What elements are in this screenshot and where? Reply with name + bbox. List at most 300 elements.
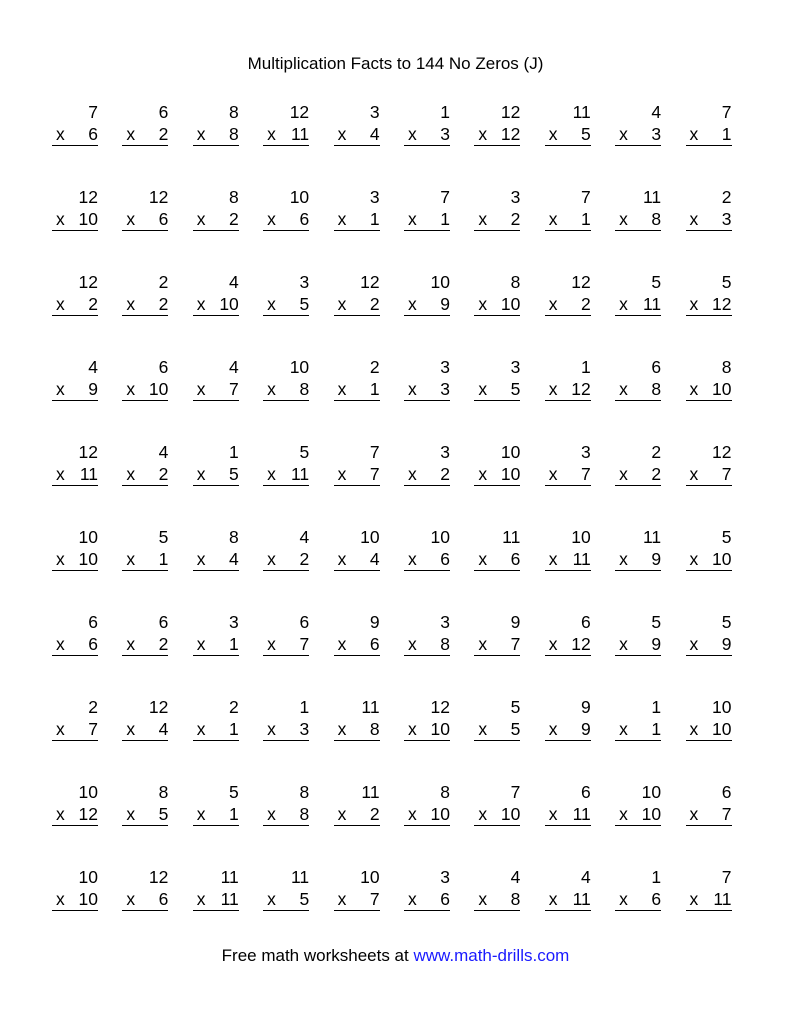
multiplier: 7 <box>88 719 98 739</box>
multiplier-line <box>404 293 450 316</box>
multiplier: 10 <box>78 549 98 569</box>
multiply-sign: x <box>56 719 65 739</box>
problem <box>52 866 98 927</box>
multiplier: 1 <box>369 209 380 229</box>
multiply-sign: x <box>548 719 558 739</box>
problem <box>474 866 520 927</box>
multiplier: 10 <box>712 379 732 399</box>
multiply-sign: x <box>478 634 488 654</box>
multiplier: 8 <box>299 379 310 399</box>
multiply-sign: x <box>478 209 488 229</box>
multiplier-line <box>193 803 239 826</box>
problem <box>193 866 239 927</box>
multiply-sign: x <box>478 294 488 314</box>
multiplier-line <box>263 718 309 741</box>
multiplier: 11 <box>572 804 591 824</box>
problem <box>686 526 732 587</box>
multiplicand: 5 <box>721 272 732 292</box>
multiplier-line <box>193 888 239 911</box>
multiplicand: 11 <box>502 527 521 547</box>
multiplicand: 12 <box>148 187 169 207</box>
multiplicand: 5 <box>229 782 239 802</box>
multiplier-line <box>474 548 520 571</box>
multiplicand: 12 <box>571 272 591 292</box>
multiplicand: 3 <box>369 102 380 122</box>
multiplicand: 5 <box>299 442 310 462</box>
problem-grid <box>52 101 738 927</box>
multiplicand: 3 <box>440 612 450 632</box>
multiplier: 4 <box>229 549 239 569</box>
multiplier: 5 <box>229 464 239 484</box>
problem <box>263 186 309 247</box>
multiply-sign: x <box>548 294 558 314</box>
multiplicand: 12 <box>500 102 521 122</box>
multiply-sign: x <box>56 294 65 314</box>
problem <box>545 271 591 332</box>
multiplicand: 11 <box>361 697 380 717</box>
multiplicand: 10 <box>500 442 521 462</box>
multiplier-line <box>686 208 732 231</box>
multiplier: 9 <box>440 294 450 314</box>
multiplier-line <box>545 378 591 401</box>
multiplier: 7 <box>229 379 239 399</box>
multiplier: 5 <box>510 719 521 739</box>
multiplicand: 3 <box>229 612 239 632</box>
multiply-sign: x <box>619 634 628 654</box>
multiplier-line <box>404 718 450 741</box>
problem <box>122 526 168 587</box>
multiply-sign: x <box>337 209 347 229</box>
problem <box>263 101 309 162</box>
multiplier: 9 <box>88 379 98 399</box>
multiplicand: 9 <box>581 697 591 717</box>
multiplier-line <box>686 463 732 486</box>
multiplier-line <box>193 293 239 316</box>
multiplier: 10 <box>148 379 169 399</box>
multiplier: 11 <box>713 889 732 909</box>
multiplier: 1 <box>229 719 239 739</box>
footer-text: Free math worksheets at <box>221 946 414 965</box>
multiplier-line <box>545 208 591 231</box>
multiplicand: 5 <box>510 697 521 717</box>
multiplier-line <box>193 548 239 571</box>
multiplier: 11 <box>572 889 591 909</box>
problem <box>263 356 309 417</box>
multiplicand: 12 <box>78 187 98 207</box>
problem <box>474 611 520 672</box>
multiplier-line <box>545 293 591 316</box>
problem <box>686 186 732 247</box>
multiplier-line <box>334 718 380 741</box>
multiplier: 9 <box>651 634 662 654</box>
multiplier: 2 <box>440 464 450 484</box>
multiplier: 6 <box>299 209 310 229</box>
multiplier-line <box>263 378 309 401</box>
multiplicand: 5 <box>158 527 169 547</box>
multiply-sign: x <box>267 889 276 909</box>
multiplier: 1 <box>229 804 239 824</box>
multiply-sign: x <box>548 464 558 484</box>
multiplicand: 7 <box>440 187 450 207</box>
multiply-sign: x <box>407 634 417 654</box>
multiply-sign: x <box>196 124 206 144</box>
multiplier-line <box>193 123 239 146</box>
multiply-sign: x <box>689 889 699 909</box>
problem <box>334 356 380 417</box>
multiplicand: 7 <box>581 187 591 207</box>
multiplier: 1 <box>721 124 732 144</box>
problem <box>615 781 661 842</box>
multiplier: 11 <box>291 124 310 144</box>
multiply-sign: x <box>56 464 65 484</box>
footer <box>0 946 791 966</box>
multiply-sign: x <box>56 889 65 909</box>
problem <box>52 696 98 757</box>
problem <box>263 781 309 842</box>
multiply-sign: x <box>619 804 628 824</box>
multiplier: 12 <box>571 379 591 399</box>
multiplicand: 12 <box>360 272 380 292</box>
multiplier: 8 <box>651 209 662 229</box>
multiply-sign: x <box>689 549 699 569</box>
multiply-sign: x <box>689 634 699 654</box>
multiplier: 5 <box>299 889 310 909</box>
multiplicand: 4 <box>158 442 169 462</box>
multiplicand: 9 <box>510 612 521 632</box>
multiplicand: 2 <box>88 697 98 717</box>
multiplier-line <box>334 548 380 571</box>
multiplicand: 3 <box>440 442 450 462</box>
multiplier-line <box>334 123 380 146</box>
multiplier: 1 <box>158 549 169 569</box>
multiplicand: 12 <box>712 442 732 462</box>
multiplier: 2 <box>299 549 310 569</box>
problem <box>615 866 661 927</box>
multiplicand: 6 <box>158 357 169 377</box>
multiplier-line <box>263 293 309 316</box>
problem <box>615 611 661 672</box>
multiplier-line <box>52 293 98 316</box>
multiplier-line <box>334 378 380 401</box>
multiply-sign: x <box>126 719 136 739</box>
problem <box>193 186 239 247</box>
problem <box>122 781 168 842</box>
multiply-sign: x <box>126 549 136 569</box>
problem <box>334 611 380 672</box>
multiplicand: 8 <box>229 102 239 122</box>
multiply-sign: x <box>337 124 347 144</box>
problem <box>545 611 591 672</box>
multiply-sign: x <box>126 889 136 909</box>
problem <box>615 526 661 587</box>
multiply-sign: x <box>267 549 276 569</box>
problem <box>474 526 520 587</box>
multiply-sign: x <box>689 124 699 144</box>
multiplier: 8 <box>299 804 310 824</box>
multiplier-line <box>615 888 661 911</box>
multiplier-line <box>615 463 661 486</box>
multiplier-line <box>404 803 450 826</box>
multiplier-line <box>545 123 591 146</box>
multiplier-line <box>686 548 732 571</box>
multiply-sign: x <box>548 209 558 229</box>
problem <box>686 441 732 502</box>
multiplier: 7 <box>721 464 732 484</box>
multiply-sign: x <box>126 294 136 314</box>
multiplier: 1 <box>440 209 450 229</box>
multiplier: 4 <box>369 549 380 569</box>
multiply-sign: x <box>548 549 558 569</box>
multiplier-line <box>686 888 732 911</box>
multiplier: 7 <box>510 634 521 654</box>
multiply-sign: x <box>619 889 628 909</box>
multiplicand: 4 <box>88 357 98 377</box>
problem <box>404 271 450 332</box>
multiplier-line <box>193 633 239 656</box>
problem <box>122 271 168 332</box>
multiplicand: 7 <box>369 442 380 462</box>
multiplier-line <box>263 803 309 826</box>
problem <box>404 781 450 842</box>
problem <box>334 101 380 162</box>
multiply-sign: x <box>407 804 417 824</box>
multiply-sign: x <box>196 464 206 484</box>
problem <box>334 696 380 757</box>
multiplicand: 11 <box>642 187 662 207</box>
multiply-sign: x <box>407 889 417 909</box>
multiplier: 10 <box>500 294 521 314</box>
multiplicand: 7 <box>88 102 98 122</box>
problem <box>686 356 732 417</box>
multiplicand: 11 <box>572 102 591 122</box>
multiply-sign: x <box>196 294 206 314</box>
multiplier: 12 <box>712 294 732 314</box>
multiplier-line <box>404 888 450 911</box>
multiplicand: 11 <box>642 527 662 547</box>
multiplier-line <box>474 208 520 231</box>
multiply-sign: x <box>548 124 558 144</box>
problem <box>545 441 591 502</box>
problem <box>474 781 520 842</box>
multiply-sign: x <box>126 634 136 654</box>
multiply-sign: x <box>196 209 206 229</box>
multiplier-line <box>474 463 520 486</box>
multiplicand: 10 <box>641 782 662 802</box>
problem <box>615 186 661 247</box>
multiply-sign: x <box>548 889 558 909</box>
multiplier: 6 <box>158 209 169 229</box>
multiplier-line <box>122 463 168 486</box>
multiplier-line <box>404 123 450 146</box>
problem <box>686 271 732 332</box>
multiplicand: 12 <box>78 272 98 292</box>
multiplier-line <box>52 888 98 911</box>
multiplier: 2 <box>88 294 98 314</box>
problem <box>686 781 732 842</box>
multiplicand: 12 <box>289 102 310 122</box>
problem <box>334 441 380 502</box>
multiplicand: 4 <box>229 272 239 292</box>
multiplier: 6 <box>369 634 380 654</box>
problem <box>193 356 239 417</box>
multiplier-line <box>474 888 520 911</box>
multiplicand: 9 <box>369 612 380 632</box>
problem <box>615 356 661 417</box>
multiply-sign: x <box>407 294 417 314</box>
multiplier-line <box>334 803 380 826</box>
multiplicand: 10 <box>360 527 380 547</box>
multiplier-line <box>193 718 239 741</box>
problem <box>474 696 520 757</box>
multiply-sign: x <box>689 379 699 399</box>
multiplicand: 8 <box>721 357 732 377</box>
multiply-sign: x <box>619 209 628 229</box>
multiplier-line <box>615 633 661 656</box>
multiplicand: 4 <box>510 867 521 887</box>
multiplier: 10 <box>712 549 732 569</box>
multiply-sign: x <box>619 379 628 399</box>
multiplier: 11 <box>642 294 662 314</box>
problem <box>334 866 380 927</box>
multiply-sign: x <box>126 804 136 824</box>
multiplicand: 11 <box>361 782 380 802</box>
multiplier-line <box>52 548 98 571</box>
multiplier: 10 <box>219 294 239 314</box>
multiplier: 12 <box>571 634 591 654</box>
multiplier: 5 <box>581 124 591 144</box>
multiply-sign: x <box>56 634 65 654</box>
multiply-sign: x <box>689 294 699 314</box>
multiplicand: 7 <box>721 102 732 122</box>
multiplicand: 3 <box>510 357 521 377</box>
multiplier-line <box>474 123 520 146</box>
problem <box>122 186 168 247</box>
multiplier-line <box>122 803 168 826</box>
problem <box>122 611 168 672</box>
multiplier-line <box>404 208 450 231</box>
multiply-sign: x <box>337 379 347 399</box>
multiply-sign: x <box>196 549 206 569</box>
multiplier: 3 <box>440 379 450 399</box>
multiplier-line <box>474 718 520 741</box>
multiplier-line <box>122 888 168 911</box>
multiply-sign: x <box>267 804 276 824</box>
multiply-sign: x <box>196 804 206 824</box>
multiplier: 2 <box>581 294 591 314</box>
multiplicand: 3 <box>369 187 380 207</box>
multiplier: 2 <box>651 464 662 484</box>
multiplier-line <box>334 888 380 911</box>
problem <box>52 611 98 672</box>
multiply-sign: x <box>267 464 276 484</box>
multiplier: 2 <box>369 804 380 824</box>
problem <box>263 526 309 587</box>
multiplicand: 1 <box>440 102 450 122</box>
multiplier-line <box>404 463 450 486</box>
multiplicand: 1 <box>229 442 239 462</box>
problem <box>193 611 239 672</box>
multiplier: 6 <box>510 549 521 569</box>
problem <box>263 611 309 672</box>
multiply-sign: x <box>478 804 488 824</box>
multiplier: 1 <box>229 634 239 654</box>
multiply-sign: x <box>478 124 488 144</box>
multiplier-line <box>263 888 309 911</box>
problem <box>615 271 661 332</box>
problem <box>52 441 98 502</box>
multiply-sign: x <box>126 464 136 484</box>
multiplicand: 1 <box>651 867 662 887</box>
multiplier-line <box>122 208 168 231</box>
multiplicand: 12 <box>430 697 450 717</box>
multiplicand: 2 <box>229 697 239 717</box>
multiplier-line <box>122 293 168 316</box>
multiplier: 10 <box>430 804 450 824</box>
multiplier: 1 <box>581 209 591 229</box>
multiplier: 2 <box>158 124 169 144</box>
multiply-sign: x <box>56 804 65 824</box>
footer-link[interactable]: www.math-drills.com <box>413 946 570 965</box>
multiply-sign: x <box>267 634 276 654</box>
multiplier-line <box>615 803 661 826</box>
multiplicand: 6 <box>88 612 98 632</box>
multiplicand: 8 <box>158 782 169 802</box>
multiplier-line <box>193 378 239 401</box>
multiplier-line <box>615 378 661 401</box>
multiplicand: 11 <box>291 867 310 887</box>
multiplicand: 3 <box>581 442 591 462</box>
multiplier: 10 <box>430 719 450 739</box>
multiply-sign: x <box>619 294 628 314</box>
problem <box>404 356 450 417</box>
multiplicand: 12 <box>148 867 169 887</box>
problem <box>474 441 520 502</box>
multiplier-line <box>545 803 591 826</box>
problem <box>545 356 591 417</box>
multiplier: 10 <box>712 719 732 739</box>
multiplier-line <box>615 293 661 316</box>
multiplier: 5 <box>299 294 310 314</box>
multiply-sign: x <box>548 804 558 824</box>
multiplier: 7 <box>581 464 591 484</box>
multiplier: 7 <box>299 634 310 654</box>
multiply-sign: x <box>689 804 699 824</box>
multiply-sign: x <box>689 464 699 484</box>
multiplier-line <box>686 378 732 401</box>
multiplicand: 8 <box>299 782 310 802</box>
multiplier-line <box>263 633 309 656</box>
problem <box>193 696 239 757</box>
multiply-sign: x <box>56 209 65 229</box>
multiply-sign: x <box>407 124 417 144</box>
problem <box>52 101 98 162</box>
multiplier: 10 <box>500 804 521 824</box>
multiplier-line <box>615 123 661 146</box>
problem <box>263 696 309 757</box>
multiplier-line <box>52 463 98 486</box>
multiplier-line <box>615 718 661 741</box>
multiplicand: 7 <box>721 867 732 887</box>
multiplier-line <box>404 633 450 656</box>
multiplicand: 3 <box>440 357 450 377</box>
problem <box>545 526 591 587</box>
multiplier-line <box>686 123 732 146</box>
multiplier-line <box>686 633 732 656</box>
problem <box>122 866 168 927</box>
multiplier: 5 <box>158 804 169 824</box>
multiply-sign: x <box>337 889 347 909</box>
multiplicand: 4 <box>651 102 662 122</box>
